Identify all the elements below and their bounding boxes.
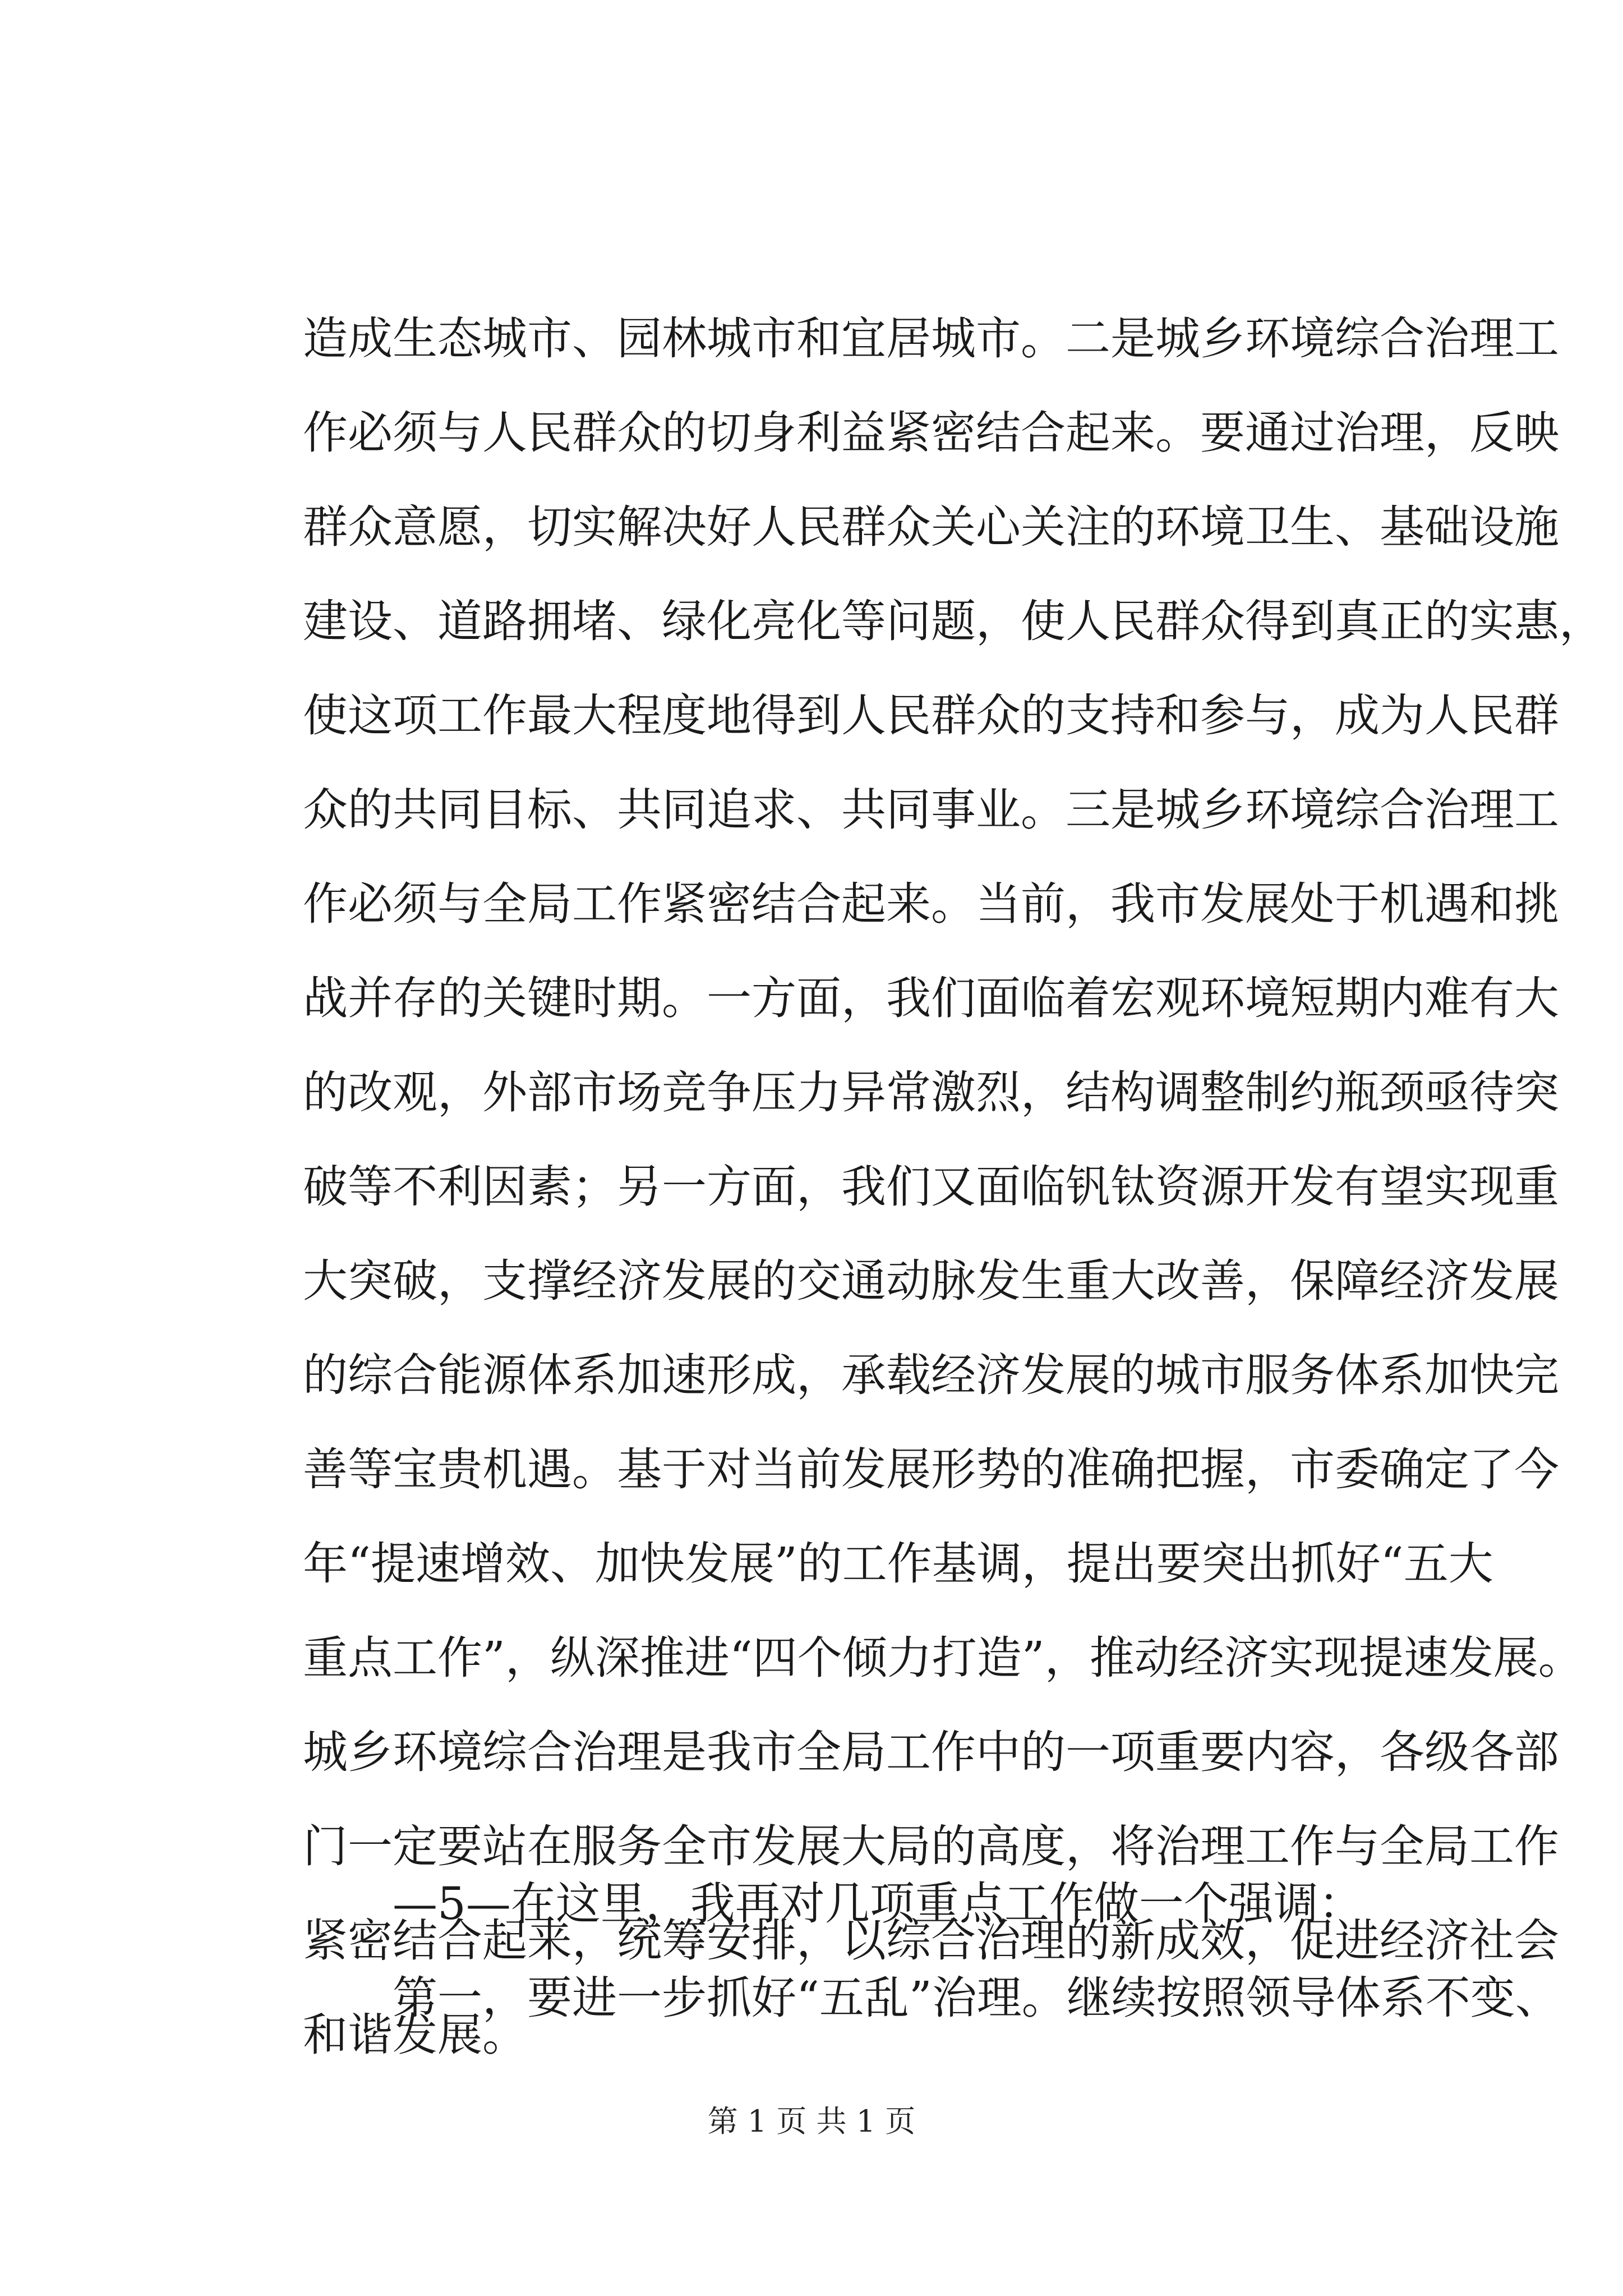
- paragraph-3: 第一，要进一步抓好“五乱”治理。继续按照领导体系不变、: [393, 1972, 1560, 2024]
- text-line: 紧密结合起来，统筹安排，以综合治理的新成效，促进经济社会: [303, 1915, 1559, 1967]
- text-line: 使这项工作最大程度地得到人民群众的支持和参与，成为人民群: [303, 689, 1559, 742]
- text-line: 战并存的关键时期。一方面，我们面临着宏观环境短期内难有大: [303, 972, 1559, 1024]
- text-line: 建设、道路拥堵、绿化亮化等问题，使人民群众得到真正的实惠，: [303, 595, 1604, 647]
- text-line: 的综合能源体系加速形成，承载经济发展的城市服务体系加快完: [303, 1349, 1559, 1401]
- text-line: 和谐发展。: [303, 2009, 527, 2061]
- text-line: 重点工作”，纵深推进“四个倾力打造”，推动经济实现提速发展。: [303, 1632, 1583, 1684]
- paragraph-2: —5—在这里，我再对几项重点工作做一个强调：: [393, 1878, 1363, 1930]
- text-line: 的改观，外部市场竞争压力异常激烈，结构调整制约瓶颈亟待突: [303, 1066, 1559, 1119]
- text-line: 大突破，支撑经济发展的交通动脉发生重大改善，保障经济发展: [303, 1255, 1559, 1307]
- text-line: 门一定要站在服务全市发展大局的高度，将治理工作与全局工作: [303, 1820, 1559, 1872]
- paragraph-1: [303, 292, 1604, 2082]
- text-line: 作必须与全局工作紧密结合起来。当前，我市发展处于机遇和挑: [303, 878, 1559, 930]
- page-footer: 第 1 页 共 1 页: [707, 2104, 916, 2139]
- text-line: 群众意愿，切实解决好人民群众关心关注的环境卫生、基础设施: [303, 501, 1559, 553]
- text-line: 破等不利因素；另一方面，我们又面临钒钛资源开发有望实现重: [303, 1161, 1559, 1213]
- text-line: 作必须与人民群众的切身利益紧密结合起来。要通过治理，反映: [303, 407, 1559, 459]
- text-line: 善等宝贵机遇。基于对当前发展形势的准确把握，市委确定了今: [303, 1443, 1559, 1496]
- text-line: 年“提速增效、加快发展”的工作基调，提出要突出抓好“五大: [303, 1538, 1493, 1590]
- text-line: 城乡环境综合治理是我市全局工作中的一项重要内容，各级各部: [303, 1726, 1559, 1778]
- text-line: 众的共同目标、共同追求、共同事业。三是城乡环境综合治理工: [303, 784, 1559, 836]
- text-line: 造成生态城市、园林城市和宜居城市。二是城乡环境综合治理工: [303, 312, 1559, 365]
